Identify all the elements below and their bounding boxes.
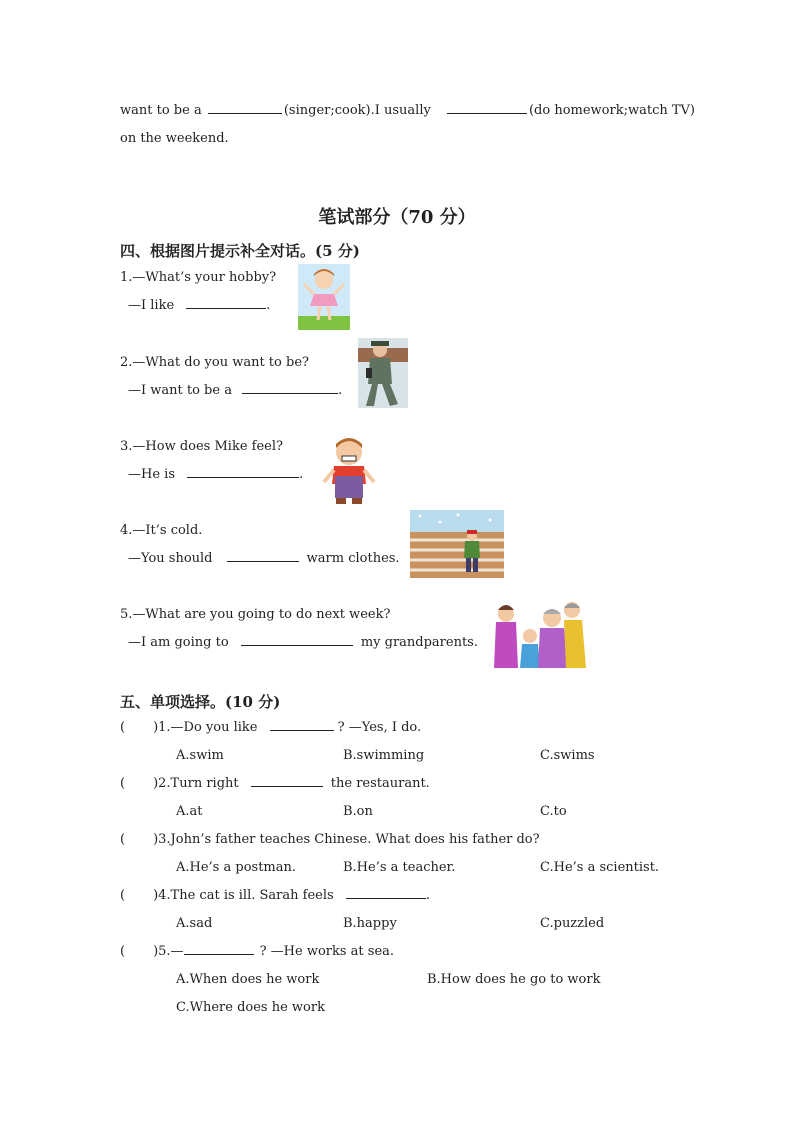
police-officer-image (358, 338, 408, 408)
answer-blank[interactable] (242, 392, 338, 394)
section-4-heading: 四、根据图片提示补全对话。(5 分) (120, 242, 360, 260)
option-b[interactable]: B.swimming (343, 748, 425, 763)
answer-blank[interactable] (251, 785, 323, 787)
question-row: ( )2.Turn right the restaurant. (120, 776, 430, 791)
intro-line-1 (120, 103, 695, 118)
question-row: ( )4.The cat is ill. Sarah feels . (120, 888, 430, 903)
section-5-heading: 五、单项选择。(10 分) (120, 693, 281, 711)
intro-text-b: (singer;cook).I usually (283, 103, 431, 118)
dialog-answer: —I want to be a . (128, 383, 343, 398)
dialog-question: 1.—What’s your hobby? (120, 270, 277, 285)
answer-blank[interactable] (447, 112, 527, 114)
dialog-answer: —He is . (128, 467, 304, 482)
option-a[interactable]: A.swim (176, 748, 224, 763)
intro-text-c: (do homework;watch TV) (528, 103, 696, 118)
option-b[interactable]: B.happy (343, 916, 397, 931)
dialog-question: 3.—How does Mike feel? (120, 439, 283, 454)
answer-blank[interactable] (186, 307, 266, 309)
answer-blank[interactable] (184, 953, 254, 955)
dialog-answer: —I like . (128, 298, 271, 313)
option-c[interactable]: C.to (540, 804, 567, 819)
written-part-title: 笔试部分（70 分） (318, 207, 476, 228)
dialog-answer: —I am going to my grandparents. (128, 635, 478, 650)
answer-blank[interactable] (227, 560, 299, 562)
option-a[interactable]: A.at (176, 804, 203, 819)
option-a[interactable]: A.sad (176, 916, 213, 931)
question-row: ( )1.—Do you like ? —Yes, I do. (120, 720, 422, 735)
answer-blank[interactable] (270, 729, 334, 731)
dialog-question: 4.—It’s cold. (120, 523, 203, 538)
option-b[interactable]: B.How does he go to work (427, 972, 601, 987)
answer-blank[interactable] (187, 476, 299, 478)
question-row: ( )3.John’s father teaches Chinese. What does his father do? (120, 832, 540, 847)
dialog-question: 2.—What do you want to be? (120, 355, 309, 370)
option-c[interactable]: C.Where does he work (176, 1000, 325, 1015)
option-c[interactable]: C.He’s a scientist. (540, 860, 660, 875)
angry-boy-image (318, 432, 380, 508)
option-b[interactable]: B.He’s a teacher. (343, 860, 456, 875)
dancing-girl-image (298, 264, 350, 330)
intro-line-2: on the weekend. (120, 131, 229, 146)
option-c[interactable]: C.swims (540, 748, 595, 763)
answer-blank[interactable] (241, 644, 353, 646)
answer-blank[interactable] (208, 112, 282, 114)
family-visit-image (488, 596, 590, 672)
intro-text-a: want to be a (120, 103, 202, 118)
snowy-stairs-image (410, 510, 504, 578)
dialog-answer: —You should warm clothes. (128, 551, 400, 566)
dialog-question: 5.—What are you going to do next week? (120, 607, 391, 622)
question-row: ( )5.— ? —He works at sea. (120, 944, 395, 959)
option-a[interactable]: A.He’s a postman. (176, 860, 296, 875)
option-a[interactable]: A.When does he work (176, 972, 320, 987)
option-c[interactable]: C.puzzled (540, 916, 605, 931)
answer-blank[interactable] (346, 897, 426, 899)
option-b[interactable]: B.on (343, 804, 373, 819)
